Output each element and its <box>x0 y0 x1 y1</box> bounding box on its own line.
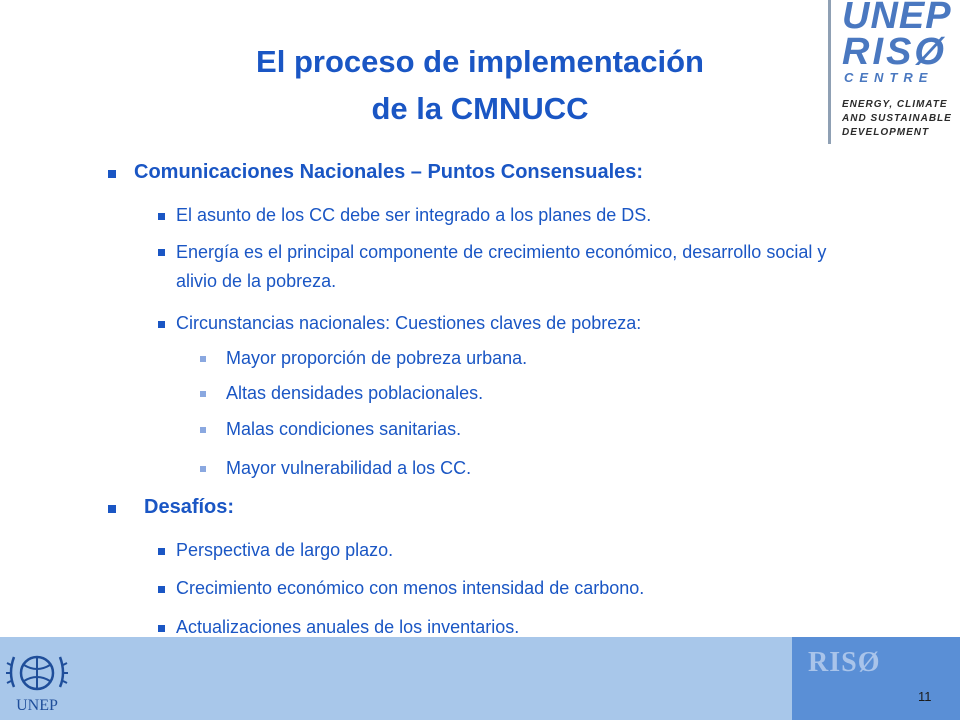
bullet-text: Desafíos: <box>144 496 235 518</box>
bullet-text: Actualizaciones anuales de los inventarios. <box>176 617 520 637</box>
bullet-text: Mayor proporción de pobreza urbana. <box>226 348 528 368</box>
slide-title-line1: El proceso de implementación <box>256 44 704 79</box>
bullet-item <box>158 617 519 638</box>
footer-bar <box>0 637 960 720</box>
square-bullet-icon <box>158 321 165 328</box>
square-bullet-icon <box>158 625 165 632</box>
bullet-text: Perspectiva de largo plazo. <box>176 540 394 560</box>
square-bullet-icon <box>108 505 116 513</box>
logo-tagline: ENERGY, CLIMATE AND SUSTAINABLE DEVELOPMENT <box>842 99 952 138</box>
square-bullet-icon <box>200 427 206 433</box>
sub-bullet-item <box>200 348 527 369</box>
sub-bullet-item <box>200 458 471 479</box>
square-bullet-icon <box>158 586 165 593</box>
sub-bullet-item <box>200 419 461 440</box>
bullet-item <box>158 238 858 296</box>
square-bullet-icon <box>200 356 206 362</box>
square-bullet-icon <box>158 249 165 256</box>
logo-unep-text: UNEP <box>842 0 952 37</box>
unep-emblem-icon <box>2 643 72 713</box>
bullet-text: Crecimiento económico con menos intensidad de carbono. <box>176 578 645 598</box>
square-bullet-icon <box>200 391 206 397</box>
bullet-item <box>158 313 641 334</box>
bullet-text: El asunto de los CC debe ser integrado a los planes de DS. <box>176 205 652 225</box>
square-bullet-icon <box>158 213 165 220</box>
bullet-text: Mayor vulnerabilidad a los CC. <box>226 458 472 478</box>
bullet-text: Comunicaciones Nacionales – Puntos Consensuales: <box>134 161 644 183</box>
sub-bullet-item <box>200 383 483 404</box>
page-number: 11 <box>918 689 932 704</box>
bullet-item <box>158 578 644 599</box>
bullet-section-comunicaciones <box>108 161 643 184</box>
logo-divider <box>828 0 831 144</box>
unep-footer-text: UNEP <box>16 697 58 713</box>
bullet-item <box>158 205 651 226</box>
square-bullet-icon <box>158 548 165 555</box>
square-bullet-icon <box>108 170 116 178</box>
bullet-text: Circunstancias nacionales: Cuestiones claves de pobreza: <box>176 313 642 333</box>
bullet-item <box>158 540 393 561</box>
slide-title-line2: de la CMNUCC <box>371 91 589 126</box>
bullet-section-desafios <box>108 496 234 519</box>
riso-footer-logo: RISØ <box>808 647 881 678</box>
bullet-text: Energía es el principal componente de crecimiento económico, desarrollo social y alivio de la pobreza. <box>176 242 827 291</box>
logo-riso-text: RISØ <box>842 31 947 73</box>
unep-riso-centre-logo <box>828 0 960 148</box>
logo-centre-text: CENTRE <box>844 70 934 85</box>
bullet-text: Malas condiciones sanitarias. <box>226 419 462 439</box>
slide-title <box>150 38 810 132</box>
square-bullet-icon <box>200 466 206 472</box>
bullet-text: Altas densidades poblacionales. <box>226 383 484 403</box>
footer-right-panel <box>792 637 960 720</box>
